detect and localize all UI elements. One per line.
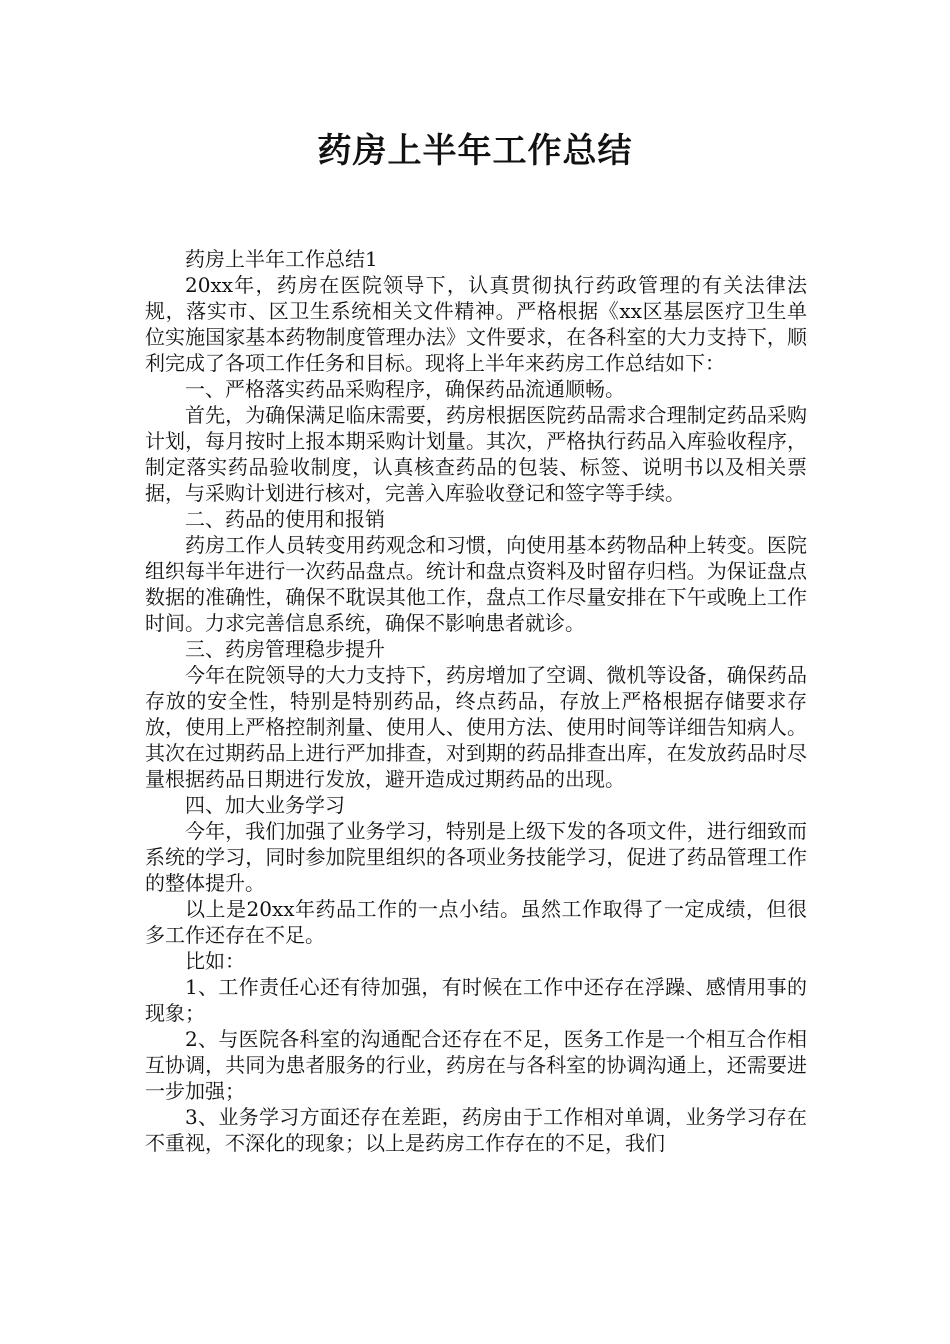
paragraph: 比如： [185, 949, 245, 973]
section-heading: 药房上半年工作总结1 [185, 247, 378, 271]
list-item: 1、工作责任心还有待加强，有时候在工作中还存在浮躁、感情用事的现象； [145, 975, 807, 1025]
document-title: 药房上半年工作总结 [317, 131, 633, 171]
document-body [145, 246, 807, 1156]
paragraph: 今年，我们加强了业务学习，特别是上级下发的各项文件，进行细致而系统的学习，同时参加院里组织的各项业务技能学习，促进了药品管理工作的整体提升。 [145, 819, 807, 895]
list-item: 3、业务学习方面还存在差距，药房由于工作相对单调，业务学习存在不重视，不深化的现象；以上是药房工作存在的不足，我们 [145, 1105, 807, 1155]
section-heading: 二、药品的使用和报销 [185, 507, 385, 531]
section-heading: 一、严格落实药品采购程序，确保药品流通顺畅。 [185, 377, 625, 401]
paragraph: 今年在院领导的大力支持下，药房增加了空调、微机等设备，确保药品存放的安全性，特别是特别药品，终点药品，存放上严格根据存储要求存放，使用上严格控制剂量、使用人、使用方法、使用时间等详细告知病人。其次在过期药品上进行严加排查，对到期的药品排查出库，在发放药品时尽量根据药品日期进行发放，避开造成过期药品的出现。 [145, 663, 807, 791]
paragraph: 首先，为确保满足临床需要，药房根据医院药品需求合理制定药品采购计划，每月按时上报本期采购计划量。其次，严格执行药品入库验收程序，制定落实药品验收制度，认真核查药品的包装、标签、说明书以及相关票据，与采购计划进行核对，完善入库验收登记和签字等手续。 [145, 403, 807, 505]
paragraph: 以上是20xx年药品工作的一点小结。虽然工作取得了一定成绩，但很多工作还存在不足。 [145, 897, 807, 947]
section-heading: 四、加大业务学习 [185, 793, 345, 817]
list-item: 2、与医院各科室的沟通配合还存在不足，医务工作是一个相互合作相互协调，共同为患者服务的行业，药房在与各科室的协调沟通上，还需要进一步加强； [145, 1027, 807, 1103]
paragraph: 20xx年，药房在医院领导下，认真贯彻执行药政管理的有关法律法规，落实市、区卫生系统相关文件精神。严格根据《xx区基层医疗卫生单位实施国家基本药物制度管理办法》文件要求，在各科室的大力支持下，顺利完成了各项工作任务和目标。现将上半年来药房工作总结如下： [145, 273, 807, 375]
paragraph: 药房工作人员转变用药观念和习惯，向使用基本药物品种上转变。医院组织每半年进行一次药品盘点。统计和盘点资料及时留存归档。为保证盘点数据的准确性，确保不耽误其他工作，盘点工作尽量安排在下午或晚上工作时间。力求完善信息系统，确保不影响患者就诊。 [145, 533, 807, 635]
section-heading: 三、药房管理稳步提升 [185, 637, 385, 661]
